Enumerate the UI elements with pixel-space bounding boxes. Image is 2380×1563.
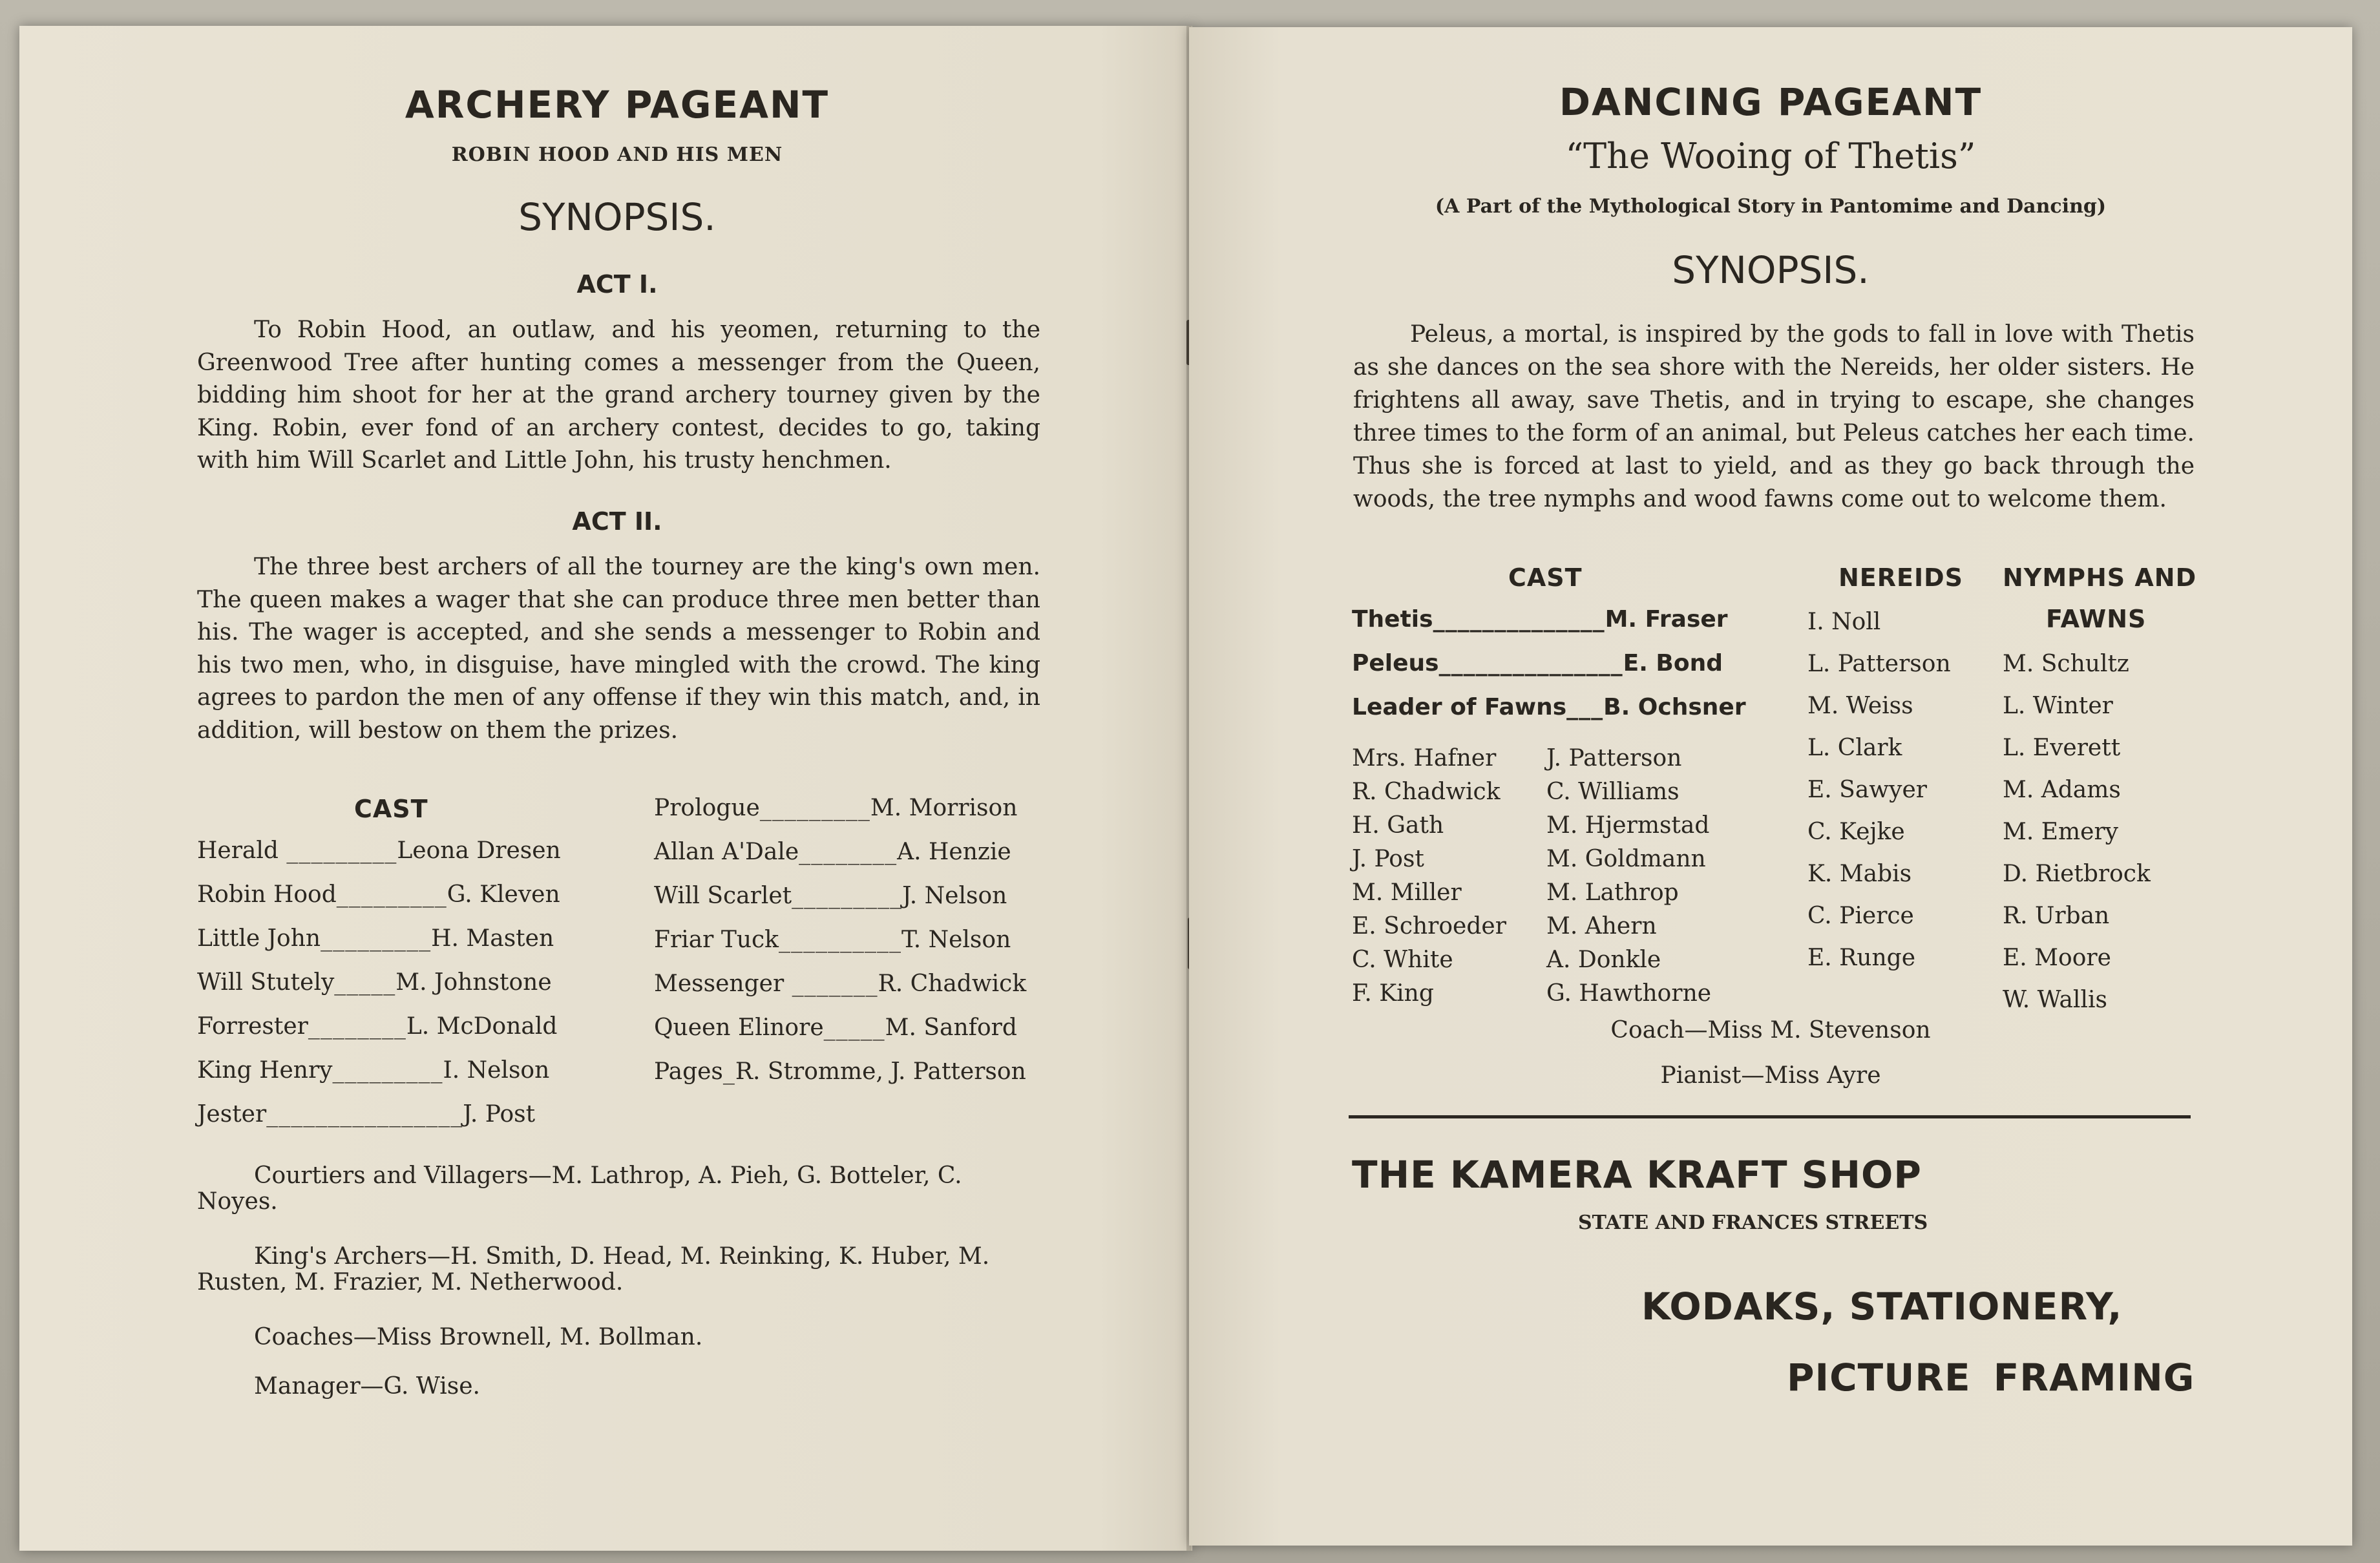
nymphs-heading: NYMPHS AND: [2003, 563, 2197, 592]
actor: J. Post: [463, 1101, 536, 1128]
list-item: C. Kejke: [1807, 819, 1905, 845]
cast-entry: [197, 969, 561, 1013]
leader-dots: _________: [278, 837, 397, 864]
list-item: K. Mabis: [1807, 861, 1912, 887]
actor: M. Sanford: [885, 1014, 1017, 1041]
cast-entry: [197, 1013, 561, 1057]
leader-dots: _____: [823, 1014, 885, 1041]
right-title: DANCING PAGEANT: [1559, 80, 1983, 124]
cast-entry: [1352, 606, 1746, 650]
list-item: C. White: [1352, 947, 1453, 973]
list-item: J. Patterson: [1546, 745, 1682, 771]
actor: L. McDonald: [406, 1013, 558, 1040]
left-cast-heading: CAST: [354, 795, 428, 823]
list-item: R. Urban: [2003, 903, 2110, 929]
cast-entry: [1352, 650, 1746, 694]
leader-dots: _______: [784, 970, 878, 997]
list-item: R. Chadwick: [1352, 779, 1501, 805]
list-item: L. Clark: [1807, 735, 1902, 761]
actor: H. Masten: [431, 925, 554, 952]
fawns-heading: FAWNS: [2046, 605, 2147, 633]
leader-dots: _________: [321, 925, 432, 952]
act-1-heading: ACT I.: [576, 270, 658, 299]
divider: [1349, 1115, 2191, 1118]
cast-entry: [654, 927, 1026, 970]
list-item: E. Sawyer: [1807, 777, 1927, 803]
left-synopsis-heading: SYNOPSIS.: [518, 195, 716, 239]
list-item: G. Hawthorne: [1546, 980, 1712, 1007]
role: Thetis: [1352, 606, 1433, 633]
list-item: I. Noll: [1807, 609, 1881, 635]
ad-address: STATE AND FRANCES STREETS: [1578, 1212, 1928, 1234]
cast-entry: [654, 1058, 1026, 1102]
leader-dots: _________: [332, 1057, 443, 1084]
cast-entry: [1352, 694, 1746, 738]
actor: M. Johnstone: [395, 969, 552, 996]
coach-credit: Coach—Miss M. Stevenson: [1610, 1017, 1931, 1044]
actor: A. Henzie: [897, 839, 1011, 865]
leader-dots: _________: [759, 795, 870, 821]
actor: J. Nelson: [902, 883, 1007, 909]
actor: R. Stromme, J. Patterson: [735, 1058, 1026, 1085]
archers-text: King's Archers—H. Smith, D. Head, M. Reinking, K. Huber, M. Rusten, M. Frazier, M. Netherwood.: [197, 1243, 990, 1296]
list-item: E. Runge: [1807, 945, 1915, 971]
cast-entry: [197, 881, 561, 925]
list-item: W. Wallis: [2003, 987, 2107, 1013]
cast-entry: [197, 837, 561, 881]
leader-dots: ________: [799, 839, 898, 865]
leader-dots: _________: [792, 883, 903, 909]
list-item: L. Patterson: [1807, 651, 1951, 677]
list-item: E. Moore: [2003, 945, 2111, 971]
role: Messenger: [654, 970, 785, 997]
leader-dots: _: [722, 1058, 735, 1085]
list-item: F. King: [1352, 980, 1434, 1007]
leader-dots: _______________: [1438, 650, 1623, 677]
cast-entry: [197, 925, 561, 969]
courtiers-text: Courtiers and Villagers—M. Lathrop, A. Pieh, G. Botteler, C. Noyes.: [197, 1162, 962, 1215]
list-item: C. Williams: [1546, 779, 1680, 805]
actor: G. Kleven: [447, 881, 560, 908]
leader-dots: ________________: [266, 1101, 463, 1128]
role: Prologue: [654, 795, 760, 821]
ad-line-2: PICTURE FRAMING: [1787, 1356, 2195, 1400]
leader-dots: ___: [1566, 694, 1604, 720]
list-item: Mrs. Hafner: [1352, 745, 1497, 771]
left-subtitle: ROBIN HOOD AND HIS MEN: [451, 143, 783, 166]
role: Robin Hood: [197, 881, 337, 908]
actor: T. Nelson: [901, 927, 1011, 953]
actor: I. Nelson: [443, 1057, 550, 1084]
nymphs-list: [2003, 643, 2151, 1021]
role: Peleus: [1352, 650, 1439, 677]
role: Allan A'Dale: [654, 839, 799, 865]
list-item: M. Emery: [2003, 819, 2119, 845]
manager-text: Manager—G. Wise.: [254, 1373, 480, 1400]
left-cast-column-2: [654, 795, 1026, 1102]
left-page: [19, 26, 1192, 1551]
list-item: L. Everett: [2003, 735, 2121, 761]
list-item: M. Adams: [2003, 777, 2121, 803]
cast-entry: [654, 839, 1026, 883]
list-item: E. Schroeder: [1352, 913, 1506, 939]
list-item: H. Gath: [1352, 812, 1444, 839]
list-item: M. Miller: [1352, 879, 1462, 906]
cast-entry: [197, 1057, 561, 1101]
ad-shop-name: THE KAMERA KRAFT SHOP: [1352, 1153, 1922, 1197]
list-item: M. Ahern: [1546, 913, 1657, 939]
right-cast-heading: CAST: [1508, 563, 1583, 592]
role: Little John: [197, 925, 321, 952]
list-item: A. Donkle: [1546, 947, 1661, 973]
actor: Leona Dresen: [397, 837, 561, 864]
role: Will Scarlet: [654, 883, 792, 909]
role: Leader of Fawns: [1352, 694, 1567, 720]
list-item: M. Weiss: [1807, 693, 1913, 719]
cast-list-b: [1546, 742, 1711, 1011]
role: Queen Elinore: [654, 1014, 824, 1041]
role: Friar Tuck: [654, 927, 779, 953]
pianist-credit: Pianist—Miss Ayre: [1660, 1062, 1881, 1089]
actor: M. Fraser: [1605, 606, 1728, 633]
list-item: M. Lathrop: [1546, 879, 1679, 906]
list-item: D. Rietbrock: [2003, 861, 2151, 887]
leader-dots: ________: [308, 1013, 406, 1040]
leader-dots: __________: [779, 927, 901, 953]
right-synopsis-heading: SYNOPSIS.: [1672, 248, 1869, 292]
list-item: J. Post: [1352, 846, 1424, 872]
role: Will Stutely: [197, 969, 335, 996]
role: Herald: [197, 837, 279, 864]
role: King Henry: [197, 1057, 333, 1084]
actor: B. Ochsner: [1603, 694, 1746, 720]
cast-entry: [654, 883, 1026, 927]
list-item: C. Pierce: [1807, 903, 1914, 929]
coaches-text: Coaches—Miss Brownell, M. Bollman.: [254, 1324, 703, 1350]
cast-entry: [654, 795, 1026, 839]
list-item: M. Schultz: [2003, 651, 2129, 677]
right-subtitle: “The Wooing of Thetis”: [1565, 136, 1976, 176]
right-note: (A Part of the Mythological Story in Pantomime and Dancing): [1435, 195, 2107, 218]
cast-entry: [654, 970, 1026, 1014]
list-item: M. Goldmann: [1546, 846, 1706, 872]
nereids-list: [1807, 601, 1951, 979]
nereids-heading: NEREIDS: [1838, 563, 1964, 592]
right-synopsis-text: Peleus, a mortal, is inspired by the gods to fall in love with Thetis as she dances on the sea shore with the Nereids, her older sisters. He frightens all away, save Thetis, and in trying to escape, she changes three times to the form of an animal, but Peleus catches her each time. Thus she is forced at last to yield, and as they go back through the woods, the tree nymphs and wood fawns come out to welcome them.: [1353, 321, 2195, 512]
leader-dots: _____: [334, 969, 396, 996]
leader-dots: ______________: [1433, 606, 1605, 633]
cast-list-a: [1352, 742, 1506, 1011]
leader-dots: _________: [336, 881, 447, 908]
lead-cast: [1352, 606, 1746, 738]
list-item: L. Winter: [2003, 693, 2113, 719]
act-2-text: The three best archers of all the tourney are the king's own men. The queen makes a wager that she can produce three men better than his. The wager is accepted, and she sends a messenger to Robin and his two men, who, in disguise, have mingled with the crowd. The king agrees to pardon the men of any offense if they win this match, and, in addition, will bestow on them the prizes.: [197, 554, 1040, 744]
cast-entry: [654, 1014, 1026, 1058]
ad-line-1: KODAKS, STATIONERY,: [1641, 1285, 2123, 1328]
act-2-heading: ACT II.: [572, 507, 662, 536]
left-title: ARCHERY PAGEANT: [405, 83, 830, 127]
actor: R. Chadwick: [878, 970, 1027, 997]
role: Forrester: [197, 1013, 308, 1040]
actor: M. Morrison: [870, 795, 1018, 821]
actor: E. Bond: [1623, 650, 1723, 677]
left-cast-column-1: [197, 837, 561, 1145]
list-item: M. Hjermstad: [1546, 812, 1710, 839]
cast-entry: [197, 1101, 561, 1145]
act-1-text: To Robin Hood, an outlaw, and his yeomen, returning to the Greenwood Tree after hunting comes a messenger from the Queen, bidding him shoot for her at the grand archery tourney given by the King. Robin, ever fond of an archery contest, decides to go, taking with him Will Scarlet and Little John, his trusty henchmen.: [197, 317, 1040, 474]
role: Pages: [654, 1058, 723, 1085]
role: Jester: [197, 1101, 267, 1128]
